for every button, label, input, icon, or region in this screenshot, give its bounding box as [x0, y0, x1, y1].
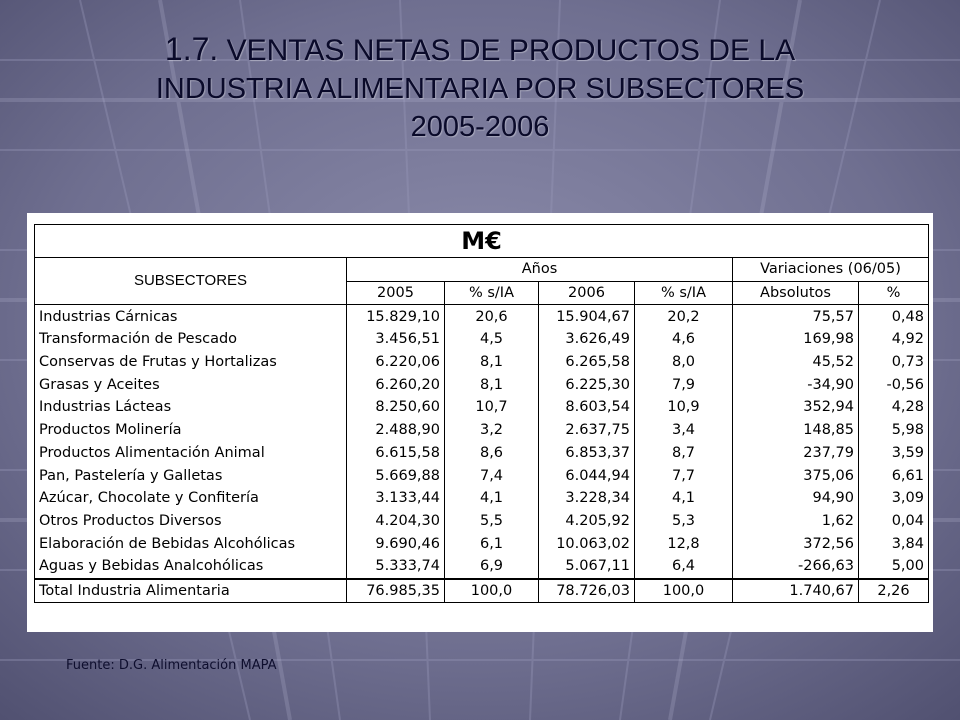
variation-absolute: -266,63	[733, 555, 859, 579]
table-row	[35, 351, 929, 374]
title-number: 1.7.	[164, 31, 219, 67]
variation-absolute: 45,52	[733, 351, 859, 374]
share-2005: 20,6	[445, 305, 539, 328]
sales-2005: 6.615,58	[347, 442, 445, 465]
share-2006: 4,1	[635, 487, 733, 510]
variation-absolute: 352,94	[733, 396, 859, 419]
variation-percent: 3,59	[859, 442, 929, 465]
share-2006: 7,7	[635, 464, 733, 487]
total-absolute: 1.740,67	[733, 579, 859, 603]
sales-2005: 15.829,10	[347, 305, 445, 328]
share-2005: 3,2	[445, 419, 539, 442]
subsectors-header: SUBSECTORES	[35, 258, 347, 305]
share-2005: 7,4	[445, 464, 539, 487]
table-body	[35, 305, 929, 579]
sales-2005: 4.204,30	[347, 510, 445, 533]
column-header: %	[859, 281, 929, 305]
sales-2006: 2.637,75	[539, 419, 635, 442]
share-2006: 3,4	[635, 419, 733, 442]
share-2006: 8,0	[635, 351, 733, 374]
share-2005: 4,5	[445, 328, 539, 351]
sales-2005: 9.690,46	[347, 532, 445, 555]
sales-2005: 2.488,90	[347, 419, 445, 442]
sales-2005: 6.260,20	[347, 373, 445, 396]
variation-absolute: 75,57	[733, 305, 859, 328]
sales-2006: 3.626,49	[539, 328, 635, 351]
sales-2005: 3.456,51	[347, 328, 445, 351]
subsector-name: Grasas y Aceites	[35, 373, 347, 396]
subsector-name: Aguas y Bebidas Analcohólicas	[35, 555, 347, 579]
total-2006: 78.726,03	[539, 579, 635, 603]
variation-percent: -0,56	[859, 373, 929, 396]
table-panel	[27, 213, 933, 632]
table-row	[35, 373, 929, 396]
title-line-1: VENTAS NETAS DE PRODUCTOS DE LA	[226, 34, 796, 67]
variation-percent: 0,04	[859, 510, 929, 533]
sales-2006: 5.067,11	[539, 555, 635, 579]
share-2006: 10,9	[635, 396, 733, 419]
sales-2006: 8.603,54	[539, 396, 635, 419]
total-2005: 76.985,35	[347, 579, 445, 603]
variation-percent: 0,73	[859, 351, 929, 374]
column-header: % s/IA	[445, 281, 539, 305]
subsector-name: Conservas de Frutas y Hortalizas	[35, 351, 347, 374]
variation-absolute: -34,90	[733, 373, 859, 396]
sales-2006: 10.063,02	[539, 532, 635, 555]
share-2006: 8,7	[635, 442, 733, 465]
slide-title	[60, 30, 900, 146]
column-header: % s/IA	[635, 281, 733, 305]
title-line-2: INDUSTRIA ALIMENTARIA POR SUBSECTORES	[155, 73, 805, 105]
sales-2005: 6.220,06	[347, 351, 445, 374]
share-2006: 5,3	[635, 510, 733, 533]
table-row	[35, 487, 929, 510]
share-2005: 8,1	[445, 373, 539, 396]
variation-absolute: 148,85	[733, 419, 859, 442]
title-line-3: 2005-2006	[410, 111, 550, 143]
total-share-2005: 100,0	[445, 579, 539, 603]
variation-percent: 0,48	[859, 305, 929, 328]
table-row	[35, 328, 929, 351]
variation-absolute: 372,56	[733, 532, 859, 555]
variation-percent: 4,92	[859, 328, 929, 351]
sales-2006: 3.228,34	[539, 487, 635, 510]
share-2006: 20,2	[635, 305, 733, 328]
sales-2006: 6.265,58	[539, 351, 635, 374]
share-2006: 7,9	[635, 373, 733, 396]
variation-absolute: 169,98	[733, 328, 859, 351]
share-2006: 4,6	[635, 328, 733, 351]
sales-table	[34, 224, 929, 603]
subsector-name: Productos Alimentación Animal	[35, 442, 347, 465]
unit-header-row	[35, 225, 929, 258]
variation-absolute: 375,06	[733, 464, 859, 487]
sales-2005: 5.669,88	[347, 464, 445, 487]
sales-2006: 4.205,92	[539, 510, 635, 533]
source-note: Fuente: D.G. Alimentación MAPA	[66, 658, 277, 673]
subsector-name: Otros Productos Diversos	[35, 510, 347, 533]
subsector-name: Azúcar, Chocolate y Confitería	[35, 487, 347, 510]
share-2005: 4,1	[445, 487, 539, 510]
share-2005: 8,1	[445, 351, 539, 374]
table-row	[35, 305, 929, 328]
share-2005: 5,5	[445, 510, 539, 533]
table-row	[35, 555, 929, 579]
group-header-row	[35, 258, 929, 282]
share-2005: 10,7	[445, 396, 539, 419]
variations-header: Variaciones (06/05)	[733, 258, 929, 282]
unit-header: M€	[35, 225, 929, 258]
subsector-name: Elaboración de Bebidas Alcohólicas	[35, 532, 347, 555]
sales-2006: 6.225,30	[539, 373, 635, 396]
subsector-name: Industrias Cárnicas	[35, 305, 347, 328]
variation-absolute: 1,62	[733, 510, 859, 533]
share-2005: 6,9	[445, 555, 539, 579]
total-name: Total Industria Alimentaria	[35, 579, 347, 603]
sales-2006: 6.853,37	[539, 442, 635, 465]
table-row	[35, 532, 929, 555]
variation-percent: 6,61	[859, 464, 929, 487]
table-row	[35, 510, 929, 533]
variation-percent: 3,84	[859, 532, 929, 555]
variation-percent: 3,09	[859, 487, 929, 510]
share-2005: 8,6	[445, 442, 539, 465]
share-2006: 12,8	[635, 532, 733, 555]
subsector-name: Industrias Lácteas	[35, 396, 347, 419]
variation-absolute: 237,79	[733, 442, 859, 465]
variation-absolute: 94,90	[733, 487, 859, 510]
total-percent: 2,26	[859, 579, 929, 603]
subsector-name: Pan, Pastelería y Galletas	[35, 464, 347, 487]
total-share-2006: 100,0	[635, 579, 733, 603]
table-row	[35, 419, 929, 442]
years-header: Años	[347, 258, 733, 282]
variation-percent: 5,00	[859, 555, 929, 579]
sales-2006: 6.044,94	[539, 464, 635, 487]
share-2006: 6,4	[635, 555, 733, 579]
subsector-name: Productos Molinería	[35, 419, 347, 442]
table-row	[35, 396, 929, 419]
sales-2005: 5.333,74	[347, 555, 445, 579]
variation-percent: 4,28	[859, 396, 929, 419]
subsector-name: Transformación de Pescado	[35, 328, 347, 351]
sales-2006: 15.904,67	[539, 305, 635, 328]
total-row	[35, 579, 929, 603]
column-header: Absolutos	[733, 281, 859, 305]
column-header: 2006	[539, 281, 635, 305]
sales-2005: 3.133,44	[347, 487, 445, 510]
table-row	[35, 464, 929, 487]
share-2005: 6,1	[445, 532, 539, 555]
column-header: 2005	[347, 281, 445, 305]
table-row	[35, 442, 929, 465]
sales-2005: 8.250,60	[347, 396, 445, 419]
variation-percent: 5,98	[859, 419, 929, 442]
